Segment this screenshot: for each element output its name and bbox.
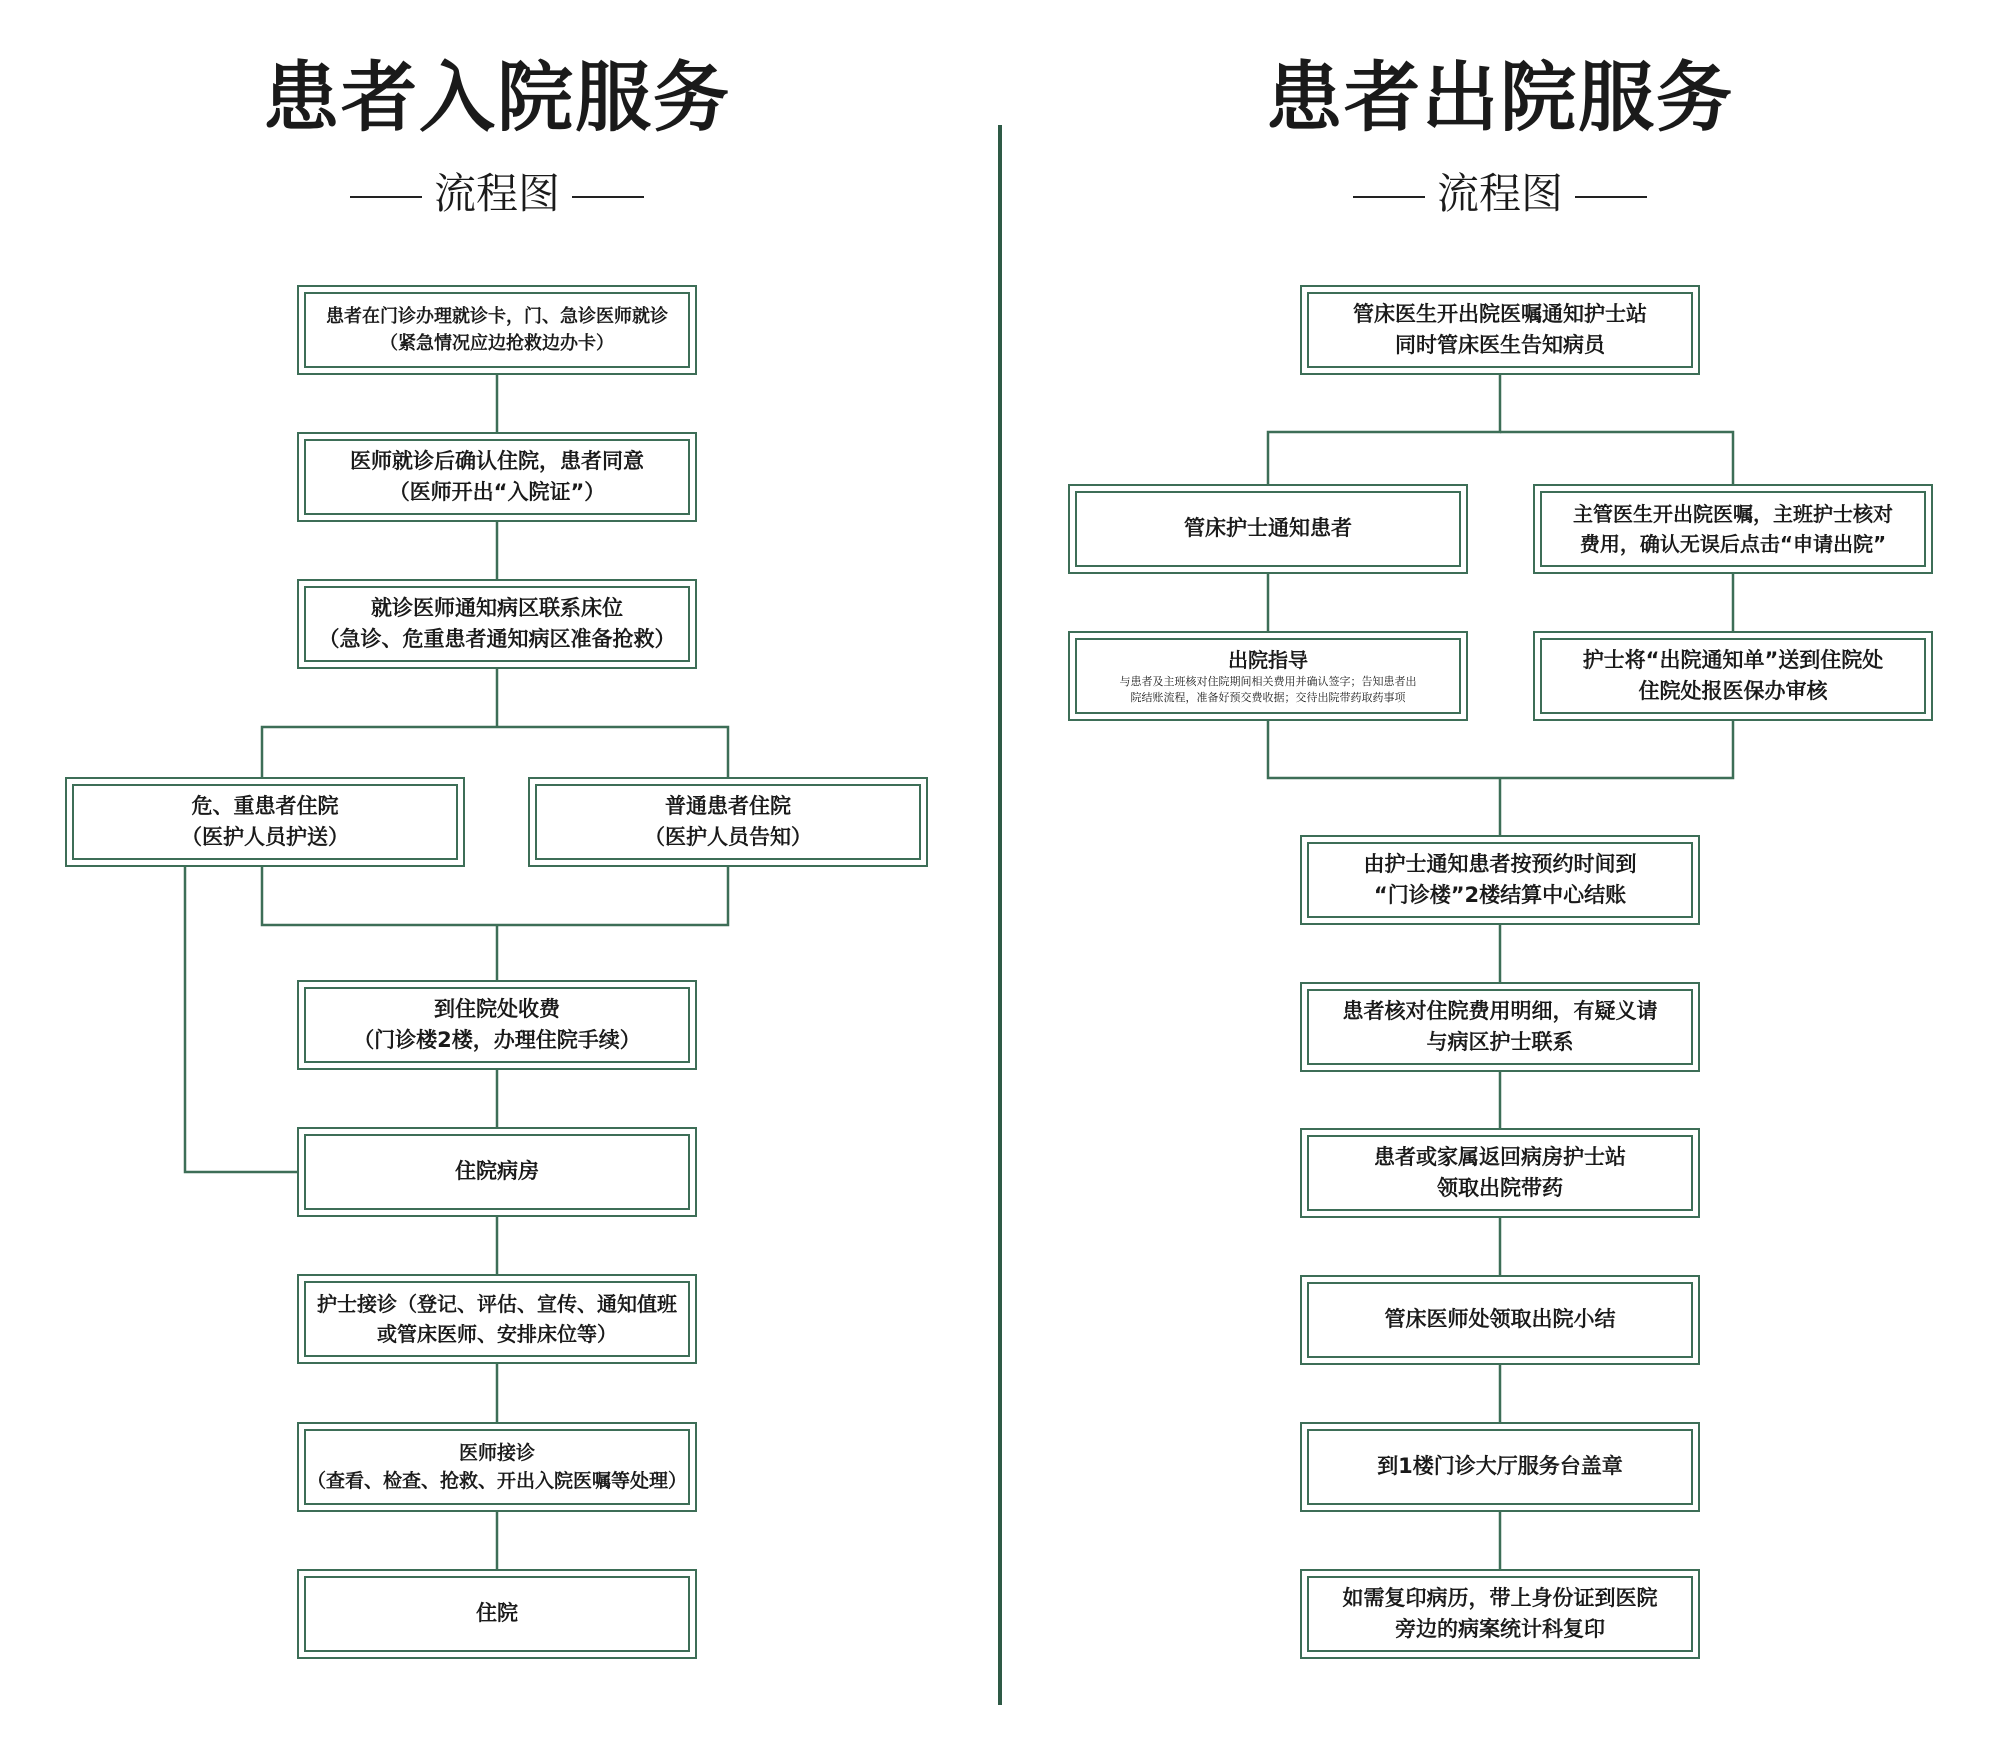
step-subtext: （查看、检查、抢救、开出入院医嘱等处理） [307,1470,688,1492]
step-subtext: 旁边的病案统计科复印 [1395,1617,1605,1641]
subtitle-dash-left [1353,196,1425,198]
step-text: 管床医生开出院医嘱通知护士站 [1353,301,1647,326]
admission-step-nurse [297,1274,697,1364]
step-heading: 出院指导 [1228,647,1308,672]
step-subtext: 院结账流程，准备好预交费收据；交待出院带药取药事项 [1130,691,1406,704]
admission-step-2 [297,432,697,522]
admission-step-doctor [297,1422,697,1512]
subtitle-dash-left [350,196,422,198]
discharge-step-1 [1300,285,1700,375]
step-text: 危、重患者住院 [191,793,339,818]
step-text: 普通患者住院 [665,793,791,818]
step-subtext: （医护人员告知） [644,825,812,849]
center-divider [998,125,1002,1705]
admission-step-ward [297,1127,697,1217]
step-text: 管床护士通知患者 [1184,516,1352,541]
subtitle-dash-right [572,196,644,198]
step-subtext: 领取出院带药 [1437,1176,1563,1200]
admission-title: 患者入院服务 [263,53,731,142]
admission-step-critical [65,777,465,867]
discharge-step-notify [1068,484,1468,574]
discharge-step-medicine [1300,1128,1700,1218]
step-subtext: “门诊楼”2楼结算中心结账 [1373,883,1627,907]
step-text: 患者在门诊办理就诊卡，门、急诊医师就诊 [326,306,668,327]
step-subtext: 与病区护士联系 [1426,1030,1574,1054]
discharge-subtitle [1300,169,1700,218]
step-subtext: 同时管床医生告知病员 [1395,333,1605,357]
step-text: 由护士通知患者按预约时间到 [1363,851,1637,876]
step-text: 到1楼门诊大厅服务台盖章 [1377,1454,1623,1479]
step-subtext: 费用，确认无误后点击“申请出院” [1579,532,1887,556]
subtitle-dash-right [1575,196,1647,198]
step-text: 患者核对住院费用明细，有疑义请 [1342,998,1658,1023]
admission-step-regular [528,777,928,867]
discharge-subtitle-text: 流程图 [1436,169,1563,218]
step-text: 如需复印病历，带上身份证到医院 [1342,1585,1658,1610]
step-text: 医师就诊后确认住院，患者同意 [350,448,644,473]
discharge-step-notice [1533,631,1933,721]
step-text: 主管医生开出院医嘱，主班护士核对 [1573,502,1893,526]
discharge-step-verify [1300,982,1700,1072]
step-text: 住院 [476,1601,518,1626]
discharge-step-orders [1533,484,1933,574]
step-subtext: （医师开出“入院证”） [388,480,606,504]
step-subtext: 住院处报医保办审核 [1638,679,1828,703]
discharge-title: 患者出院服务 [1266,53,1734,142]
admission-subtitle-text: 流程图 [433,169,560,218]
discharge-step-guidance [1068,631,1468,721]
admission-step-3 [297,579,697,669]
step-text: 医师接诊 [458,1441,535,1464]
step-text: 与患者及主班核对住院期间相关费用并确认签字；告知患者出 [1119,674,1417,688]
discharge-step-stamp [1300,1422,1700,1512]
admission-step-payment [297,980,697,1070]
admission-step-1 [297,285,697,375]
step-subtext: 或管床医师、安排床位等） [377,1322,617,1346]
step-subtext: （医护人员护送） [181,825,349,849]
step-text: 到住院处收费 [434,996,560,1021]
step-text: 就诊医师通知病区联系床位 [371,595,623,620]
step-text: 护士将“出院通知单”送到住院处 [1582,647,1884,672]
step-subtext: （紧急情况应边抢救边办卡） [380,333,614,354]
step-subtext: （急诊、危重患者通知病区准备抢救） [318,627,676,651]
discharge-step-settle [1300,835,1700,925]
step-text: 管床医师处领取出院小结 [1384,1307,1616,1332]
admission-step-final [297,1569,697,1659]
discharge-step-summary [1300,1275,1700,1365]
step-text: 护士接诊（登记、评估、宣传、通知值班 [317,1292,677,1316]
admission-subtitle [297,169,697,218]
step-subtext: （门诊楼2楼，办理住院手续） [353,1028,641,1052]
step-text: 住院病房 [455,1159,539,1184]
discharge-step-copy [1300,1569,1700,1659]
step-text: 患者或家属返回病房护士站 [1374,1144,1626,1169]
